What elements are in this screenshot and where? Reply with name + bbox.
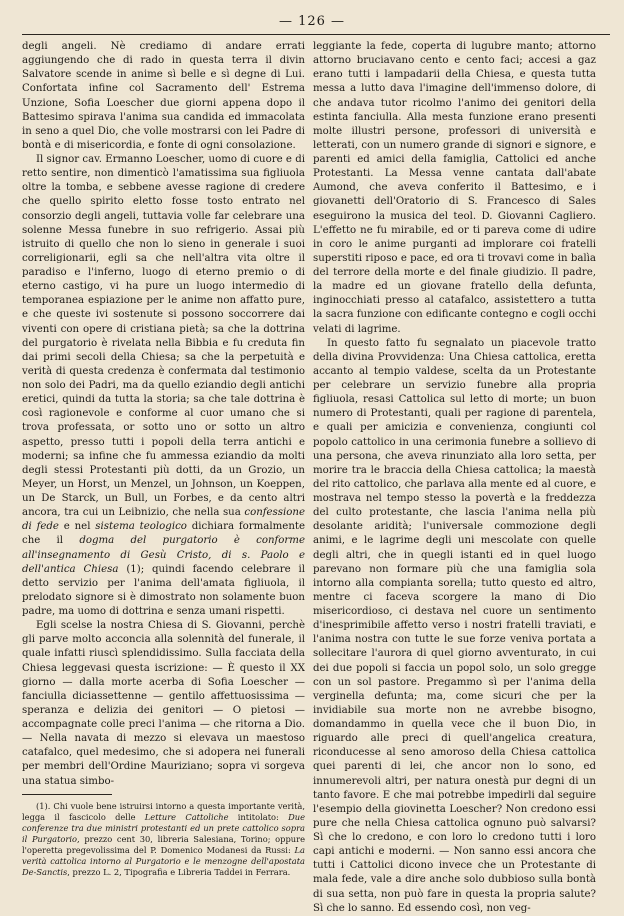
footnote-separator bbox=[22, 794, 112, 795]
italic-sistema: sistema teologico bbox=[95, 521, 187, 533]
italic-dogma: dogma del purgatorio è conforme all'insegnamento di Gesù Cristo, di s. Paolo e dell'antica Chiesa bbox=[22, 535, 305, 575]
right-paragraph-2: In questo fatto fu segnalato un piacevole tratto della divina Provvidenza: Una Chiesa cattolica, eretta accanto al tempio valdese, scelta da un Protestante per celebrare un servizio funebre alla propria figliuola, resasi Cattolica sul letto di morte; un buon numero di Protestanti, quali per ragione di parentela, e quali per amicizia e convenienza, congiunti col popolo cattolico in una cerimonia funebre a sollievo di una persona, che aveva rinunziato alla loro setta, per morire tra le braccia della Chiesa cattolica; la maestà del rito cattolico, che parlava alla mente ed al cuore, e mostrava nel tempo stesso la povertà e la freddezza del culto protestante, che lascia l'anima nella più desolante aridità; l'universale commozione degli animi, e le lagrime degli uni mescolate con quelle degli altri, che in quegli istanti ed in quel luogo parevano non formare più che una famiglia sola intorno alla compianta sorella; tutto questo ed altro, mentre ci faceva scorgere la mano di Dio misericordioso, ci destava nel cuore un sentimento d'inesprimibile affetto verso i nostri fratelli traviati, e l'anima nostra con tutte le sue forze veniva portata a sollecitare l'aurora di quel giorno avventurato, in cui dei due popoli si faccia un popol solo, un solo gregge con un sol pastore. Pregammo sì per l'anima della verginella defunta; ma, come sicuri che per la invidiabile sua morte non ne avrebbe bisogno, domandammo in quella vece che il buon Dio, in riguardo alle preci di quell'angelica creatura, riconducesse al seno amoroso della Chiesa cattolica quei parenti di lei, che ancor non lo sono, ed innumerevoli altri, per natura onestà pur degni di un tanto favore. E che mai potrebbe impedirli dal seguire l'esempio della giovinetta Loescher? Non credono essi pure che nella Chiesa cattolica ognuno può salvarsi? Sì che lo credono, e con loro lo credono tutti i loro capi antichi e moderni. — Non sanno essi ancora che tutti i Cattolici dicono invece che un Protestante di mala fede, vale a dire anche solo dubbioso sulla bontà di sua setta, non può fare in questa la propria salute? Sì che lo sanno. Ed essendo così, non veg- bbox=[313, 337, 596, 914]
left-paragraph-2-mid1: e nel bbox=[58, 521, 96, 533]
footnote-text-e: , prezzo cent 30, libreria Salesiana, Torino; oppure l'operetta pregevolissima del P. Domenico Modanesi da Russi: bbox=[22, 833, 306, 855]
left-paragraph-2-text: Il signor cav. Ermanno Loescher, uomo di cuore e di retto sentire, non dimenticò l'amatissima sua figliuola oltre la tomba, e sebbene avesse ragione di credere che quello spirito eletto fosse tosto entrato nel consorzio degli angeli, tuttavia volle far celebrare una solenne Messa funebre in suo refrigerio. Assai più istruito di quello che non lo sieno in generale i suoi correligionarii, egli sa che nell'altra vita oltre il paradiso e l'inferno, luogo di eterno premio o di eterno castigo, vi ha pure un luogo intermedio di temporanea espiazione per le anime non affatto pure, e che queste ivi sostenute si possono soccorrere dai viventi con opere di cristiana pietà; sa che la dottrina del purgatorio è rivelata nella Bibbia e fu creduta fin dai primi secoli della Chiesa; sa che la perpetuità e verità di questa credenza è confermata dal testimonio non solo dei Padri, ma da quello eziandio degli antichi eretici, quindi da tutta la storia; sa che tale dottrina è così ragionevole e conforme al cuor umano che si trova professata, or sotto uno or sotto un altro aspetto, presso tutti i popoli della terra antichi e moderni; sa infine che fu ammessa eziandio da molti degli stessi Protestanti più dotti, da un Grozio, un Meyer, un Horst, un Menzel, un Johnson, un Koeppen, un De Starck, un Bull, un Forbes, e da cento altri ancora, tra cui un Leibnizio, che nella sua bbox=[22, 154, 305, 519]
italic-confessione: confessione di fede bbox=[22, 507, 305, 533]
left-paragraph-2-end: (1); quindi facendo celebrare il detto servizio per l'anima dell'amata figliuola, il prelodato signore si è dimostrato non solamente buon padre, ma uomo di dottrina e senza umani rispetti. bbox=[22, 563, 305, 617]
footnote-italic-b: Letture Cattoliche bbox=[144, 811, 229, 822]
left-paragraph-1: degli angeli. Nè crediamo di andare errati aggiungendo che di rado in questa terra il divin Salvatore scende in anime sì belle e sì degne di Lui. Confortata infine col Sacramento dell' Estrema Unzione, Sofia Loescher due giorni appena dopo il Battesimo spirava l'anima sua candida ed immacolata in seno a quel Dio, che volle mostrarsi con lei Padre di bontà e di misericordia, e fonte di ogni consolazione. bbox=[22, 41, 305, 151]
left-paragraph-3: Egli scelse la nostra Chiesa di S. Giovanni, perchè gli parve molto acconcia alla solennità del funerale, il quale infatti riuscì splendidissimo. Sulla facciata della Chiesa leggevasi questa iscrizione: — È questo il XX giorno — dalla morte acerba di Sofia Loescher — fanciulla diciassettenne — gentilo affettuosissima — speranza e delizia dei genitori — O pietosi — accompagnate colle preci l'anima — che ritorna a Dio. — Nella navata di mezzo si elevava un maestoso catafalco, quel medesimo, che si adopera nei funerali per membri dell'Ordine Mauriziano; sopra vi sorgeva una statua simbo- bbox=[22, 620, 305, 787]
footnote-text-a: (1). Chi vuole bene istruirsi intorno a questa importante verità, legga il fascicolo delle bbox=[22, 800, 305, 822]
left-column bbox=[22, 40, 305, 878]
left-paragraph-2 bbox=[22, 153, 305, 619]
footnote-italic-d: Due conferenze tra due ministri protestanti ed un prete cattolico sopra il Purgatorio bbox=[22, 811, 305, 844]
footnote bbox=[22, 801, 305, 879]
footnote-text-c: intitolato: bbox=[228, 811, 289, 822]
footnote-italic-f: La verità cattolica intorno al Purgatorio e le menzogne dell'apostata De-Sanctis bbox=[22, 845, 305, 878]
right-paragraph-1: leggiante la fede, coperta di lugubre manto; attorno attorno bruciavano cento e cento faci; accesi a gaz erano tutti i lampadarii della Chiesa, e questa tutta messa a lutto dava l'imagine dell'immenso dolore, di che andava tutor ricolmo l'animo dei genitori della estinta fanciulla. Alla mesta funzione erano presenti molte illustri persone, professori di università e letterati, con un numero grande di signori e signore, e parenti ed amici della famiglia, Cattolici ed anche Protestanti. La Messa venne cantata dall'abate Aumond, che aveva conferito il Battesimo, e i giovanetti dell'Oratorio di S. Francesco di Sales eseguirono la musica del teol. D. Giovanni Cagliero. L'effetto ne fu mirabile, ed or ti pareva come di udire in coro le anime purganti ad implorare coi fratelli superstiti riposo e pace, ed ora ti trovavi come in balìa del terrore della morte e del finale giudizio. Il padre, la madre ed un giovane fratello della defunta, inginocchiati presso al catafalco, assistettero a tutta la sacra funzione con edificante contegno e cogli occhi velati di lagrime. bbox=[313, 41, 596, 335]
right-column bbox=[313, 40, 596, 916]
page-number: — 126 — bbox=[278, 14, 346, 29]
footnote-text-g: , prezzo L. 2, Tipografia e Libreria Taddei in Ferrara. bbox=[67, 867, 291, 878]
header-rule bbox=[22, 34, 610, 35]
left-paragraph-2-mid2: dichiara formalmente che il bbox=[22, 521, 306, 547]
